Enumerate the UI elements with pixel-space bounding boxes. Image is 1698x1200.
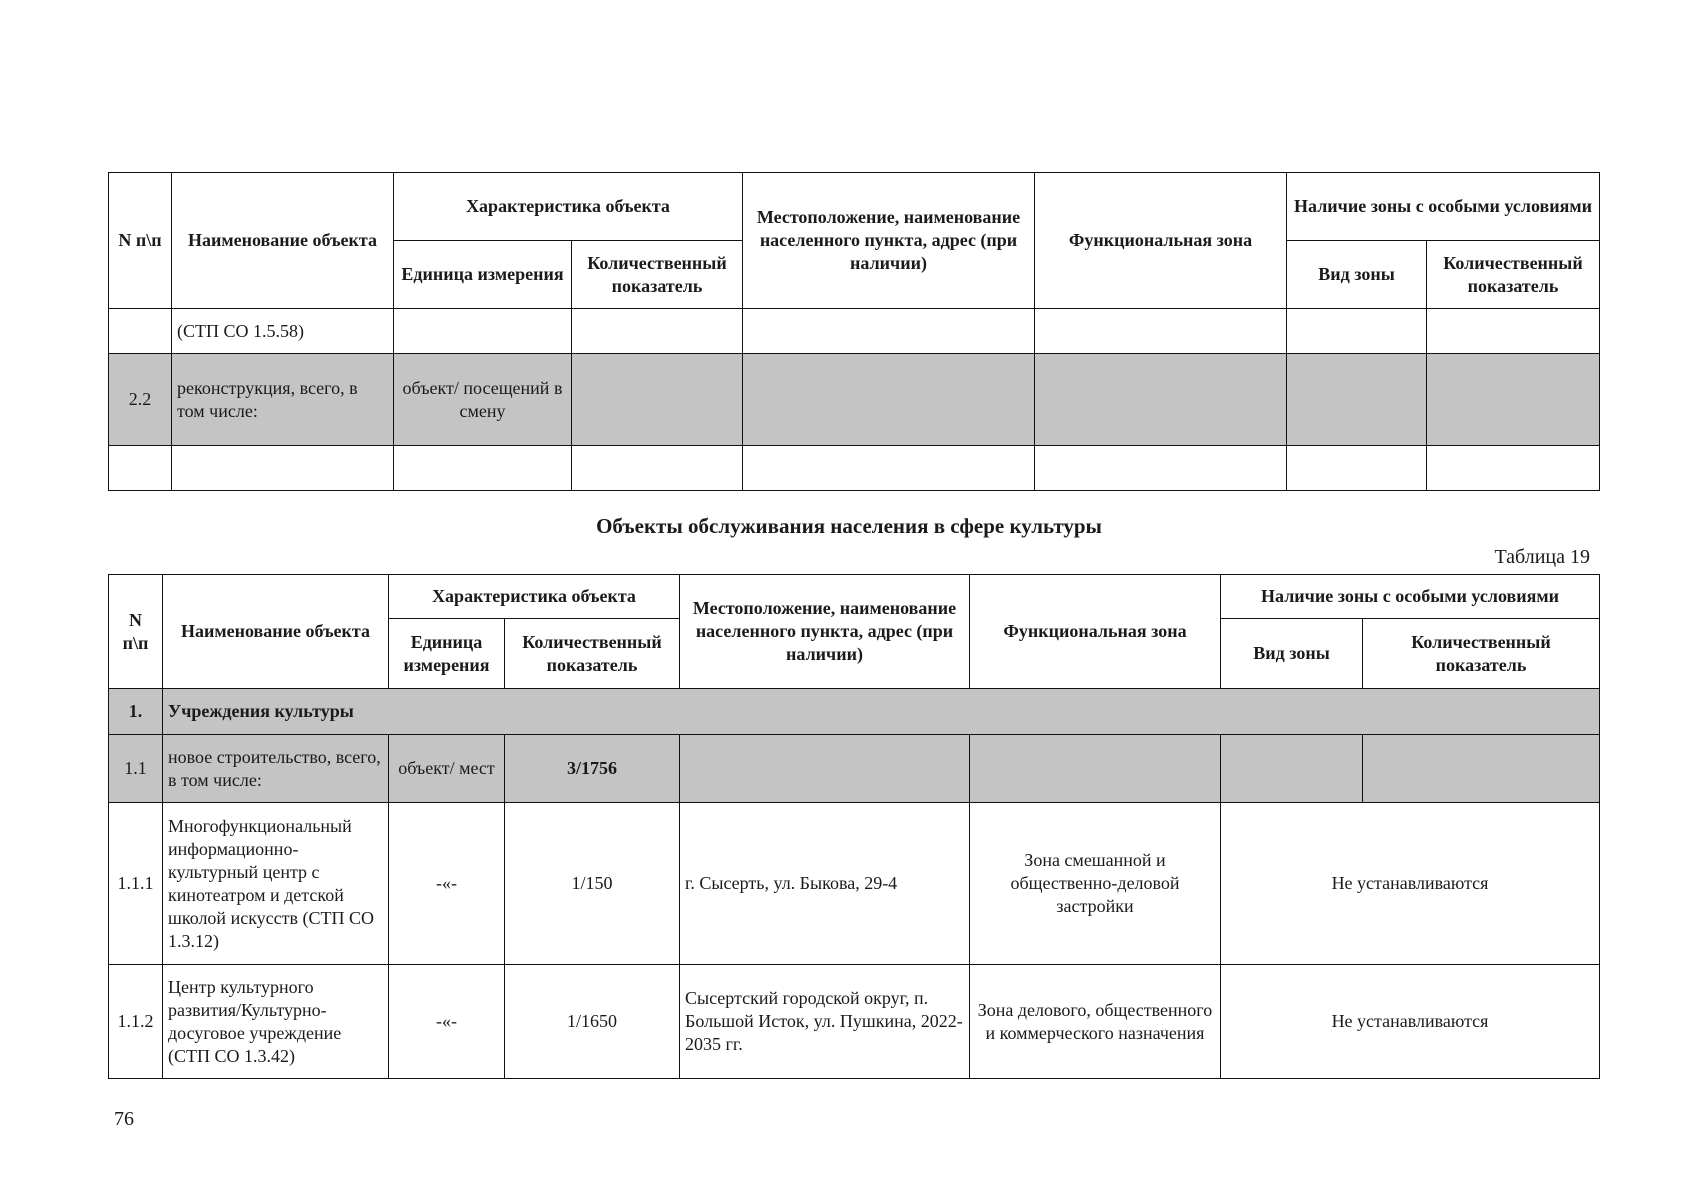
cell-unit: -«- xyxy=(389,803,505,965)
cell-name: реконструкция, всего, в том числе: xyxy=(172,354,394,446)
cell-zone-quantity xyxy=(1427,354,1600,446)
cell-location: Сысертский городской округ, п. Большой Исток, ул. Пушкина, 2022-2035 гг. xyxy=(680,965,970,1079)
table-row xyxy=(109,309,1600,354)
header-zone: Функциональная зона xyxy=(970,575,1221,689)
cell-zone-quantity xyxy=(1427,309,1600,354)
cell-name xyxy=(172,446,394,491)
cell-zone xyxy=(970,735,1221,803)
cell-quantity xyxy=(572,446,743,491)
table-culture-objects xyxy=(108,574,1600,1079)
cell-name: новое строительство, всего, в том числе: xyxy=(163,735,389,803)
table-row xyxy=(109,803,1600,965)
cell-name: Центр культурного развития/Культурно-досуговое учреждение (СТП СО 1.3.42) xyxy=(163,965,389,1079)
cell-zone-type xyxy=(1287,309,1427,354)
cell-num: 1.1.2 xyxy=(109,965,163,1079)
group-row xyxy=(109,689,1600,735)
cell-zone xyxy=(1035,309,1287,354)
cell-location xyxy=(743,446,1035,491)
header-characteristic: Характеристика объекта xyxy=(394,173,743,241)
cell-zone-type xyxy=(1287,354,1427,446)
table-row xyxy=(109,735,1600,803)
cell-special: Не устанавливаются xyxy=(1221,965,1600,1079)
table-row xyxy=(109,354,1600,446)
cell-zone xyxy=(1035,446,1287,491)
cell-zone: Зона смешанной и общественно-деловой застройки xyxy=(970,803,1221,965)
header-location: Местоположение, наименование населенного пункта, адрес (при наличии) xyxy=(680,575,970,689)
header-location: Местоположение, наименование населенного пункта, адрес (при наличии) xyxy=(743,173,1035,309)
header-special-zone: Наличие зоны с особыми условиями xyxy=(1287,173,1600,241)
header-unit: Единица измерения xyxy=(389,619,505,689)
header-unit: Единица измерения xyxy=(394,241,572,309)
header-characteristic: Характеристика объекта xyxy=(389,575,680,619)
cell-quantity xyxy=(572,354,743,446)
header-special-zone: Наличие зоны с особыми условиями xyxy=(1221,575,1600,619)
cell-name: Многофункциональный информационно-культурный центр с кинотеатром и детской школой искусств (СТП СО 1.3.12) xyxy=(163,803,389,965)
cell-quantity: 1/1650 xyxy=(505,965,680,1079)
cell-num xyxy=(109,309,172,354)
cell-unit: объект/ мест xyxy=(389,735,505,803)
section-title: Объекты обслуживания населения в сфере культуры xyxy=(596,514,1102,538)
cell-location xyxy=(743,309,1035,354)
header-zone-type: Вид зоны xyxy=(1287,241,1427,309)
header-zone: Функциональная зона xyxy=(1035,173,1287,309)
header-name: Наименование объекта xyxy=(172,173,394,309)
cell-location: г. Сысерть, ул. Быкова, 29-4 xyxy=(680,803,970,965)
cell-zone-type xyxy=(1221,735,1363,803)
page-number: 76 xyxy=(114,1108,134,1130)
cell-unit: -«- xyxy=(389,965,505,1079)
table-number: Таблица 19 xyxy=(1494,546,1590,568)
header-name: Наименование объекта xyxy=(163,575,389,689)
cell-location xyxy=(680,735,970,803)
cell-quantity: 1/150 xyxy=(505,803,680,965)
cell-zone xyxy=(1035,354,1287,446)
cell-unit: объект/ посещений в смену xyxy=(394,354,572,446)
cell-num xyxy=(109,446,172,491)
header-num: N п\п xyxy=(109,173,172,309)
cell-name: (СТП СО 1.5.58) xyxy=(172,309,394,354)
header-zone-quantity: Количественный показатель xyxy=(1363,619,1600,689)
cell-zone-quantity xyxy=(1427,446,1600,491)
cell-zone-quantity xyxy=(1363,735,1600,803)
header-zone-quantity: Количественный показатель xyxy=(1427,241,1600,309)
cell-num: 1.1 xyxy=(109,735,163,803)
group-num: 1. xyxy=(109,689,163,735)
cell-unit xyxy=(394,446,572,491)
cell-zone: Зона делового, общественного и коммерческого назначения xyxy=(970,965,1221,1079)
table-row xyxy=(109,965,1600,1079)
table-row xyxy=(109,446,1600,491)
cell-num: 2.2 xyxy=(109,354,172,446)
cell-special: Не устанавливаются xyxy=(1221,803,1600,965)
cell-quantity: 3/1756 xyxy=(505,735,680,803)
header-zone-type: Вид зоны xyxy=(1221,619,1363,689)
header-num: N п\п xyxy=(109,575,163,689)
header-quantity: Количественный показатель xyxy=(505,619,680,689)
header-quantity: Количественный показатель xyxy=(572,241,743,309)
cell-location xyxy=(743,354,1035,446)
cell-quantity xyxy=(572,309,743,354)
group-label: Учреждения культуры xyxy=(163,689,1600,735)
cell-num: 1.1.1 xyxy=(109,803,163,965)
cell-unit xyxy=(394,309,572,354)
table-continuation xyxy=(108,172,1600,491)
cell-zone-type xyxy=(1287,446,1427,491)
